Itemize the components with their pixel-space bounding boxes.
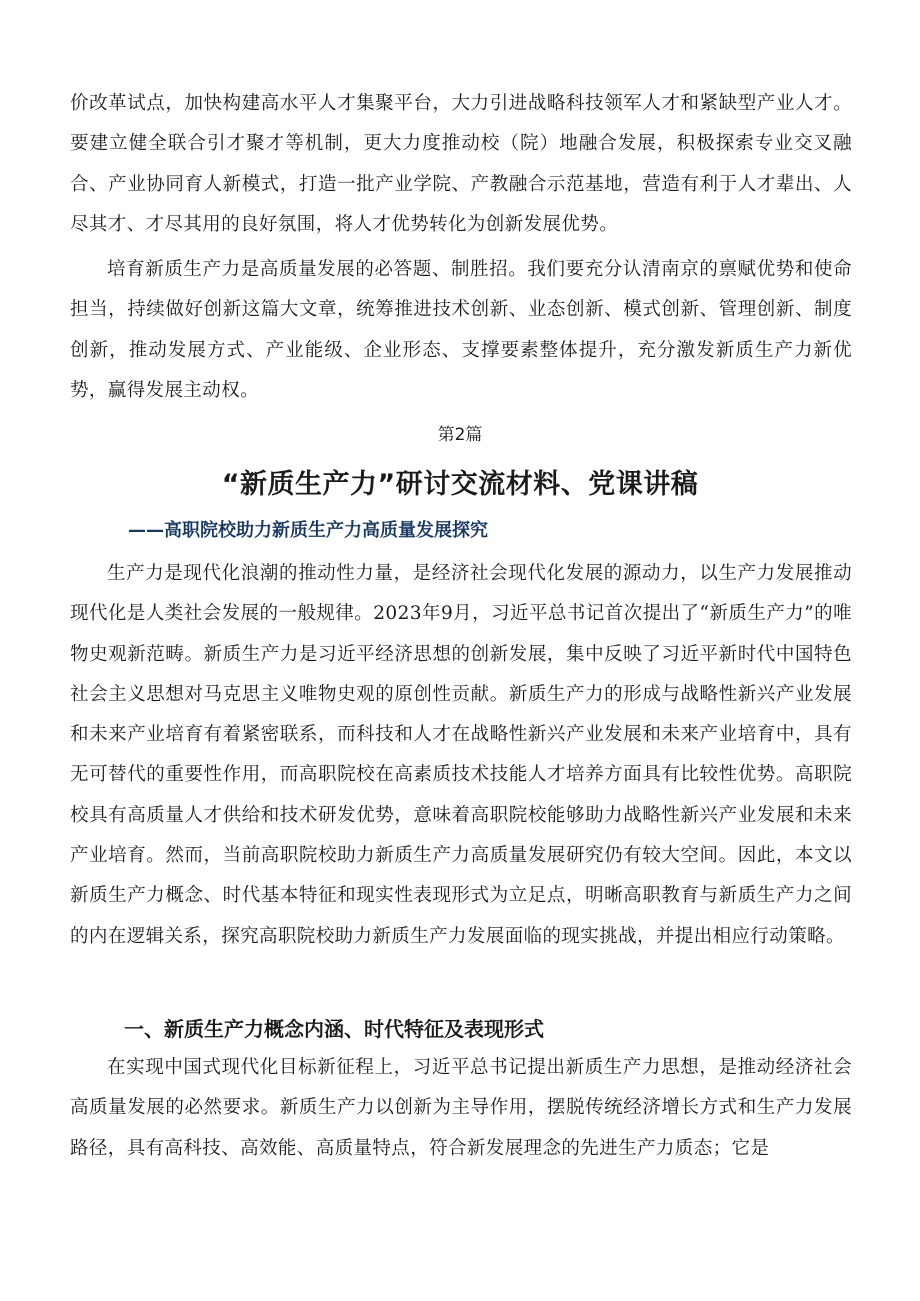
document-subtitle: ——高职院校助力新质生产力高质量发展探究 bbox=[128, 520, 488, 541]
paragraph-talent-platform: 价改革试点，加快构建高水平人才集聚平台，大力引进战略科技领军人才和紧缺型产业人才。要建立健全联合引才聚才等机制，更大力度推动校（院）地融合发展，积极探索专业交叉融合、产业协同育人新模式，打造一批产业学院、产教融合示范基地，营造有利于人才辈出、人尽其才、才尽其用的良好氛围，将人才优势转化为创新发展优势。 bbox=[70, 93, 852, 235]
paragraph-concept: 在实现中国式现代化目标新征程上，习近平总书记提出新质生产力思想，是推动经济社会高质量发展的必然要求。新质生产力以创新为主导作用，摆脱传统经济增长方式和生产力发展路径，具有高科技、高效能、高质量特点，符合新发展理念的先进生产力质态；它是 bbox=[70, 1057, 852, 1159]
paragraph-new-productivity-nanjing: 培育新质生产力是高质量发展的必答题、制胜招。我们要充分认清南京的禀赋优势和使命担当，持续做好创新这篇大文章，统筹推进技术创新、业态创新、模式创新、管理创新、制度创新，推动发展方式、产业能级、企业形态、支撑要素整体提升，充分激发新质生产力新优势，赢得发展主动权。 bbox=[70, 259, 852, 401]
section-heading-1: 一、新质生产力概念内涵、时代特征及表现形式 bbox=[124, 1017, 544, 1041]
document-title: “新质生产力”研讨交流材料、党课讲稿 bbox=[221, 469, 699, 500]
part-label: 第2篇 bbox=[437, 425, 483, 445]
paragraph-introduction: 生产力是现代化浪潮的推动性力量，是经济社会现代化发展的源动力，以生产力发展推动现代化是人类社会发展的一般规律。2023年9月，习近平总书记首次提出了“新质生产力”的唯物史观新范畴。新质生产力是习近平经济思想的创新发展，集中反映了习近平新时代中国特色社会主义思想对马克思主义唯物史观的原创性贡献。新质生产力的形成与战略性新兴产业发展和未来产业培育有着紧密联系，而科技和人才在战略性新兴产业发展和未来产业培育中，具有无可替代的重要性作用，而高职院校在高素质技术技能人才培养方面具有比较性优势。高职院校具有高质量人才供给和技术研发优势，意味着高职院校能够助力战略性新兴产业发展和未来产业培育。然而，当前高职院校助力新质生产力高质量发展研究仍有较大空间。因此，本文以新质生产力概念、时代基本特征和现实性表现形式为立足点，明晰高职教育与新质生产力之间的内在逻辑关系，探究高职院校助力新质生产力发展面临的现实挑战，并提出相应行动策略。 bbox=[70, 563, 852, 947]
